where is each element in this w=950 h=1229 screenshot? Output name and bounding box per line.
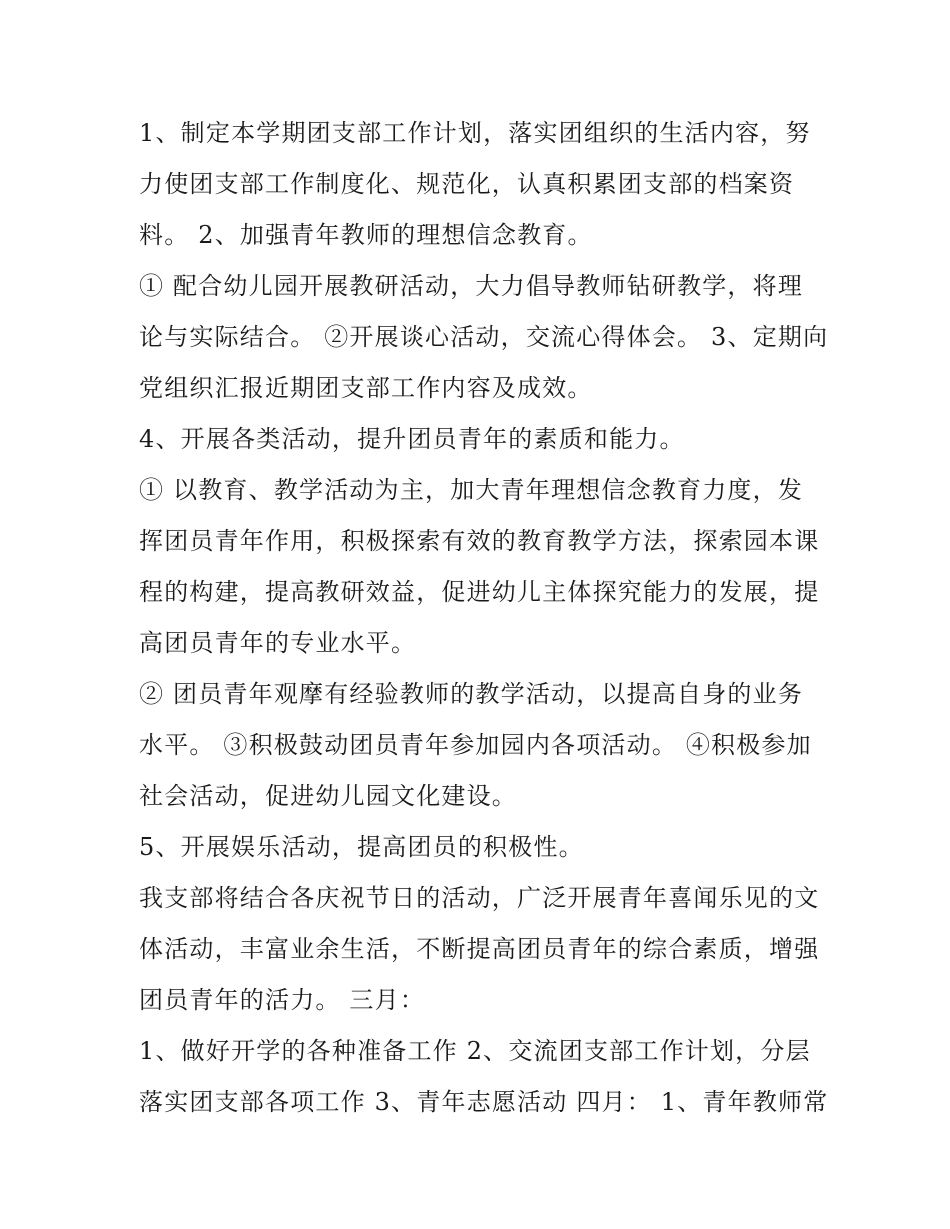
text-line: ① 以教育、教学活动为主，加大青年理想信念教育力度，发: [139, 476, 804, 504]
text-line: 落实团支部各项工作 3、青年志愿活动 四月： 1、青年教师常: [139, 1088, 829, 1116]
text-line: 体活动，丰富业余生活，不断提高团员青年的综合素质，增强: [139, 935, 820, 963]
text-line: 程的构建，提高教研效益，促进幼儿主体探究能力的发展，提: [139, 578, 820, 606]
text-line: 论与实际结合。 ②开展谈心活动，交流心得体会。 3、定期向: [139, 323, 829, 351]
text-line: 高团员青年的专业水平。: [139, 629, 417, 657]
text-line: 力使团支部工作制度化、规范化，认真积累团支部的档案资: [139, 170, 795, 198]
text-line: 5、开展娱乐活动，提高团员的积极性。: [139, 833, 584, 861]
text-line: 4、开展各类活动，提升团员青年的素质和能力。: [139, 425, 685, 453]
text-line: ② 团员青年观摩有经验教师的教学活动，以提高自身的业务: [139, 680, 804, 708]
text-line: 1、制定本学期团支部工作计划，落实团组织的生活内容，努: [139, 119, 811, 147]
text-line: 1、做好开学的各种准备工作 2、交流团支部工作计划，分层: [139, 1037, 811, 1065]
document-body: [139, 108, 829, 1128]
text-line: 料。 2、加强青年教师的理想信念教育。: [139, 221, 593, 249]
text-line: 团员青年的活力。 三月：: [139, 986, 426, 1014]
text-line: 社会活动，促进幼儿园文化建设。: [139, 782, 517, 810]
text-line: 水平。 ③积极鼓动团员青年参加园内各项活动。 ④积极参加: [139, 731, 812, 759]
text-line: 挥团员青年作用，积极探索有效的教育教学方法，探索园本课: [139, 527, 820, 555]
text-line: ① 配合幼儿园开展教研活动，大力倡导教师钻研教学，将理: [139, 272, 804, 300]
text-line: 党组织汇报近期团支部工作内容及成效。: [139, 374, 593, 402]
text-line: 我支部将结合各庆祝节日的活动，广泛开展青年喜闻乐见的文: [139, 884, 820, 912]
